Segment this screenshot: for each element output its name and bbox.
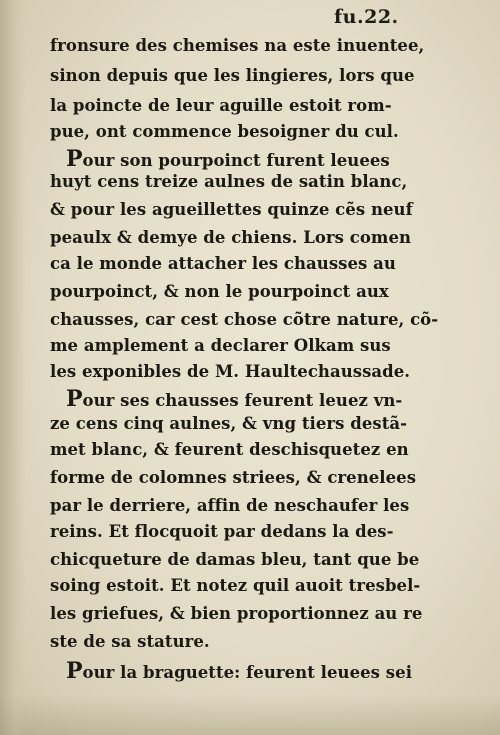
text-line: la poincte de leur aguille estoit rom-	[50, 96, 392, 115]
paragraph-initial: P	[66, 658, 83, 684]
page-edge-shading	[0, 695, 500, 735]
text-line: pue, ont commence besoigner du cul.	[50, 122, 399, 141]
text-line: huyt cens treize aulnes de satin blanc,	[50, 172, 408, 191]
paragraph-initial: P	[66, 146, 83, 172]
text-line: soing estoit. Et notez quil auoit tresbel-	[50, 576, 421, 595]
paragraph-first-line	[66, 388, 402, 410]
text-line: sinon depuis que les lingieres, lors que	[50, 66, 415, 85]
paragraph-first-line	[66, 660, 412, 682]
text-line: ste de sa stature.	[50, 632, 210, 651]
text-line-rest: our son pourpoinct furent leuees	[82, 151, 390, 170]
text-line: reins. Et flocquoit par dedans la des-	[50, 522, 394, 541]
text-line: ze cens cinq aulnes, & vng tiers destã-	[50, 414, 408, 433]
text-line: forme de colomnes striees, & crenelees	[50, 468, 417, 487]
page-gutter-shadow	[0, 0, 26, 735]
text-line: peaulx & demye de chiens. Lors comen	[50, 228, 412, 247]
text-line: fronsure des chemises na este inuentee,	[50, 36, 425, 55]
paragraph-initial: P	[66, 386, 83, 412]
text-line: les griefues, & bien proportionnez au re	[50, 604, 423, 623]
text-line: chausses, car cest chose cõtre nature, cõ-	[50, 310, 439, 329]
text-line-rest: our la braguette: feurent leuees sei	[82, 663, 413, 682]
text-line: chicqueture de damas bleu, tant que be	[50, 550, 420, 569]
text-line: met blanc, & feurent deschisquetez en	[50, 440, 409, 459]
text-line: me amplement a declarer Olkam sus	[50, 336, 391, 355]
text-line: ca le monde attacher les chausses au	[50, 254, 396, 273]
text-line: les exponibles de M. Haultechaussade.	[50, 362, 411, 381]
text-line: pourpoinct, & non le pourpoinct aux	[50, 282, 389, 301]
text-line: par le derriere, affin de neschaufer les	[50, 496, 410, 515]
text-line: & pour les agueillettes quinze cẽs neuf	[50, 200, 413, 219]
paragraph-first-line	[66, 148, 390, 170]
text-line-rest: our ses chausses feurent leuez vn-	[82, 391, 403, 410]
folio-signature: fu.22.	[334, 6, 399, 28]
